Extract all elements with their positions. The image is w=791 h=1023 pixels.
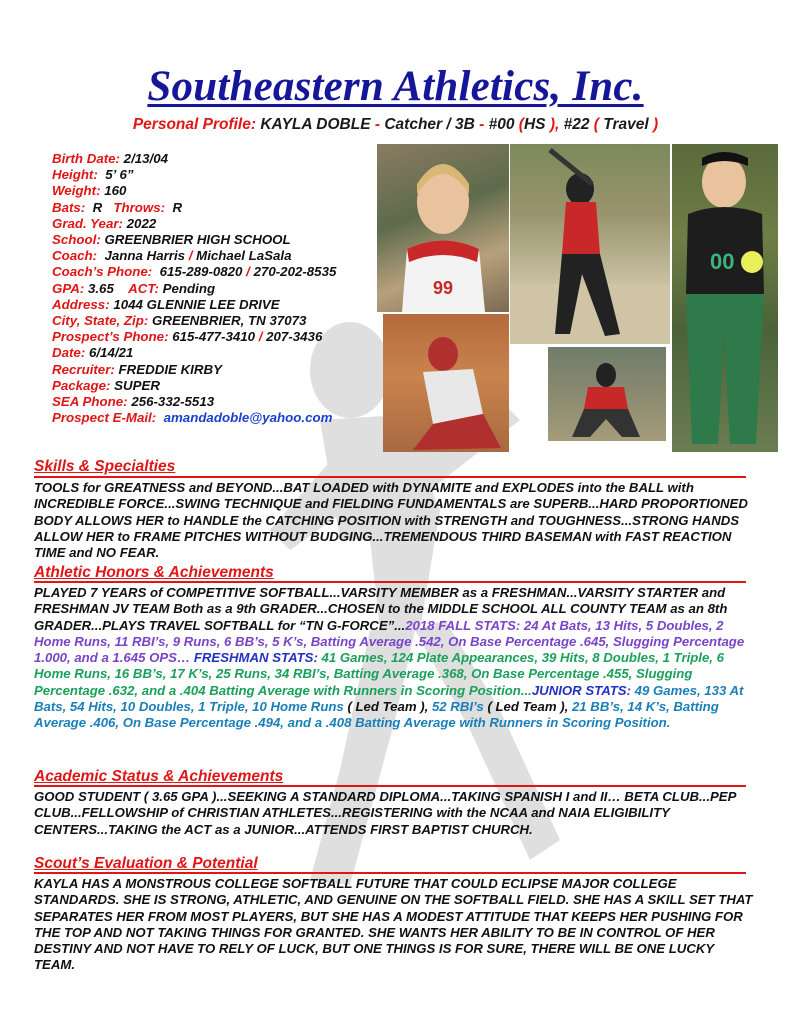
info-value: R <box>92 199 103 215</box>
fielding-photo <box>548 347 666 441</box>
info-value: 207-3436 <box>266 329 323 345</box>
travel-number: #22 <box>563 116 590 133</box>
info-row-date <box>52 345 382 361</box>
subtitle-dash: - <box>479 116 485 133</box>
hs-label: HS <box>523 116 546 133</box>
junior-stats-text: 21 BB’s, 14 K’s, Batting Average .406, On Base Percentage .494, and a .408 Batting Average with Runners in Scoring Position. <box>34 699 719 731</box>
freshman-stats-label: FRESHMAN STATS: <box>193 650 318 666</box>
info-label: Bats: <box>52 199 86 215</box>
academic-heading: Academic Status & Achievements <box>34 768 284 785</box>
info-value: 6/14/21 <box>88 345 134 361</box>
info-label: Grad. Year: <box>52 215 123 231</box>
info-value: Janna Harris <box>104 248 186 264</box>
section-divider <box>34 785 746 787</box>
company-title: Southeastern Athletics, Inc. <box>147 63 644 110</box>
info-label: Recruiter: <box>52 361 115 377</box>
info-row-recruiter <box>52 362 382 378</box>
scout-text: KAYLA HAS A MONSTROUS COLLEGE SOFTBALL FUTURE THAT COULD ECLIPSE MAJOR COLLEGE STANDARDS. SHE IS STRONG, ATHLETIC, AND GENUINE ON THE SOFTBALL FIELD. SHE HAS A SKILL SET THAT SEPARATES HER FROM MOST PLAYERS, BUT SHE HAS A MODEST ATTITUDE THAT KEEPS HER PUSHING FOR THE TOP AND NOT TAKING THINGS FOR GRANTED. SHE WANTS HER ABILITY TO BE IN CONTROL OF HER DESTINY AND NOT HAVE TO RELY OF LUCK, BUT ONE THINGS IS FOR SURE, THERE WILL BE ONE LUCKY TEAM. <box>34 876 753 973</box>
profile-label: Personal Profile: <box>132 116 257 133</box>
paren: ( <box>593 116 599 133</box>
info-value: 270-202-8535 <box>253 264 337 280</box>
info-separator: / <box>246 264 250 280</box>
info-label: Date: <box>52 345 86 361</box>
info-label: ACT: <box>128 280 159 296</box>
info-label: Coach: <box>52 248 98 264</box>
junior-stats-text: 52 RBI’s <box>428 699 488 715</box>
email-link[interactable]: amandadoble@yahoo.com <box>163 410 333 426</box>
info-row-email <box>52 410 382 426</box>
honors-intro: PLAYED 7 YEARS of COMPETITIVE SOFTBALL...VARSITY MEMBER as a FRESHMAN...VARSITY STARTER and FRESHMAN JV TEAM Both as a 9th GRADER...CHOSEN to the MIDDLE SCHOOL ALL COUNTY TEAM as an 8th GRADER...PLAYS TRAVEL SOFTBALL for “TN G-FORCE”... <box>34 585 728 633</box>
info-value: Pending <box>162 280 216 296</box>
info-row-coach-phone <box>52 264 382 280</box>
info-value: FREDDIE KIRBY <box>118 361 222 377</box>
info-value: 3.65 <box>87 280 114 296</box>
led-team-note: ( Led Team ), <box>487 699 569 715</box>
info-value: 256-332-5513 <box>131 394 215 410</box>
info-value: GREENBRIER, TN 37073 <box>152 313 307 329</box>
info-label: Height: <box>52 167 98 183</box>
info-separator: / <box>258 329 263 345</box>
paren: ) <box>652 116 659 133</box>
fall-stats-label: 2018 FALL STATS: <box>405 617 521 633</box>
info-value: 5’ 6” <box>105 167 134 183</box>
player-figure-icon <box>672 144 778 452</box>
section-divider <box>34 872 746 874</box>
info-row-coach <box>52 248 382 264</box>
info-row-sea-phone <box>52 394 382 410</box>
subtitle-dash: - <box>374 116 381 133</box>
freshman-stats-text: 41 Games, 124 Plate Appearances, 39 Hits, 8 Doubles, 1 Triple, 6 Home Runs, 16 BB’s, 17 K’s, 25 Runs, 34 RBI’s, Batting Average .368, On Base Percentage .455, Slugging Percentage .632, and a .404 Batting Average with Runners in Scoring Position... <box>34 650 724 698</box>
sliding-photo <box>383 314 509 452</box>
info-label: Birth Date: <box>52 151 120 166</box>
fielder-figure-icon <box>548 347 666 441</box>
info-row-height <box>52 167 382 183</box>
info-label: Coach’s Phone: <box>52 264 153 280</box>
info-value: 2/13/04 <box>123 151 169 166</box>
info-label: Prospect’s Phone: <box>52 329 169 345</box>
info-value: GREENBRIER HIGH SCHOOL <box>104 232 291 248</box>
paren: ( <box>518 116 524 133</box>
profile-subtitle <box>0 116 791 134</box>
info-value: 160 <box>104 183 127 199</box>
info-label: Address: <box>52 296 110 312</box>
info-label: Throws: <box>113 199 166 215</box>
batter-figure-icon <box>510 144 670 344</box>
info-row-address <box>52 297 382 313</box>
led-team-note: ( Led Team ), <box>347 699 429 715</box>
junior-stats-label: JUNIOR STATS: <box>531 682 631 698</box>
scout-heading: Scout’s Evaluation & Potential <box>34 855 258 872</box>
honors-text <box>34 585 758 732</box>
info-value: 615-289-0820 <box>159 264 243 280</box>
honors-heading: Athletic Honors & Achievements <box>34 564 274 581</box>
info-row-grad-year <box>52 216 382 232</box>
info-row-bats-throws <box>52 200 382 216</box>
info-row-prospect-phone <box>52 329 382 345</box>
batting-photo <box>510 144 670 344</box>
info-value: R <box>172 199 183 215</box>
info-label: Weight: <box>52 183 101 199</box>
info-value: 615-477-3410 <box>172 329 256 345</box>
info-row-school <box>52 232 382 248</box>
info-label: GPA: <box>52 280 85 296</box>
info-row-city-state-zip <box>52 313 382 329</box>
info-value: 1044 GLENNIE LEE DRIVE <box>113 296 280 312</box>
info-row-package <box>52 378 382 394</box>
hs-number: #00 <box>488 116 515 133</box>
info-label: City, State, Zip: <box>52 313 149 329</box>
personal-info <box>52 151 382 426</box>
info-label: SEA Phone: <box>52 394 128 410</box>
info-row-weight <box>52 183 382 199</box>
section-divider <box>34 476 746 478</box>
academic-text: GOOD STUDENT ( 3.65 GPA )...SEEKING A STANDARD DIPLOMA...TAKING SPANISH I and II… BETA CLUB...PEP CLUB...FELLOWSHIP of CHRISTIAN ATHLETES...REGISTERING with the NCAA and NAIA ELIGIBILITY CENTERS...TAKING the ACT as a JUNIOR...ATTENDS FIRST BAPTIST CHURCH. <box>34 789 736 837</box>
travel-label: Travel <box>603 116 649 133</box>
info-value: SUPER <box>114 377 160 393</box>
posed-photo <box>672 144 778 452</box>
portrait-photo <box>377 144 509 312</box>
player-name: KAYLA DOBLE <box>260 116 371 133</box>
fall-stats-text: 24 At Bats, 13 Hits, 5 Doubles, 2 Home Runs, 11 RBI’s, 9 Runs, 6 BB’s, 5 K’s, Batting Average .542, On Base Percentage .645, Slugging Percentage 1.000, and a 1.645 OPS… <box>34 617 745 666</box>
info-label: Prospect E-Mail: <box>52 410 157 426</box>
section-divider <box>34 581 746 583</box>
info-value: 2022 <box>126 215 157 231</box>
info-row-birth-date <box>52 151 382 167</box>
player-position: Catcher / 3B <box>384 116 475 133</box>
info-separator: / <box>188 248 193 264</box>
paren: ), <box>549 116 560 133</box>
skills-text: TOOLS for GREATNESS and BEYOND...BAT LOADED with DYNAMITE and EXPLODES into the BALL with INCREDIBLE FORCE...SWING TECHNIQUE and FIELDING FUNDAMENTALS are SUPERB...HARD PROPORTIONED BODY ALLOWS HER to HANDLE the CATCHING POSITION with STRENGTH and TOUGHNESS...STRONG HANDS ALLOW HER to FRAME PITCHES WITHOUT BUDGING...TREMENDOUS THIRD BASEMAN with FAST REACTION TIME and NO FEAR. <box>34 480 748 561</box>
svg-text:00: 00 <box>710 249 735 274</box>
info-row-gpa-act <box>52 281 382 297</box>
player-figure-icon <box>383 314 509 452</box>
svg-text:99: 99 <box>432 278 454 298</box>
player-figure-icon <box>377 144 509 312</box>
junior-stats-text: 49 Games, 133 At Bats, 54 Hits, 10 Doubles, 1 Triple, 10 Home Runs <box>34 682 744 715</box>
skills-heading: Skills & Specialties <box>34 458 176 475</box>
info-label: School: <box>52 232 101 248</box>
info-label: Package: <box>52 377 111 393</box>
info-value: Michael LaSala <box>196 248 292 264</box>
